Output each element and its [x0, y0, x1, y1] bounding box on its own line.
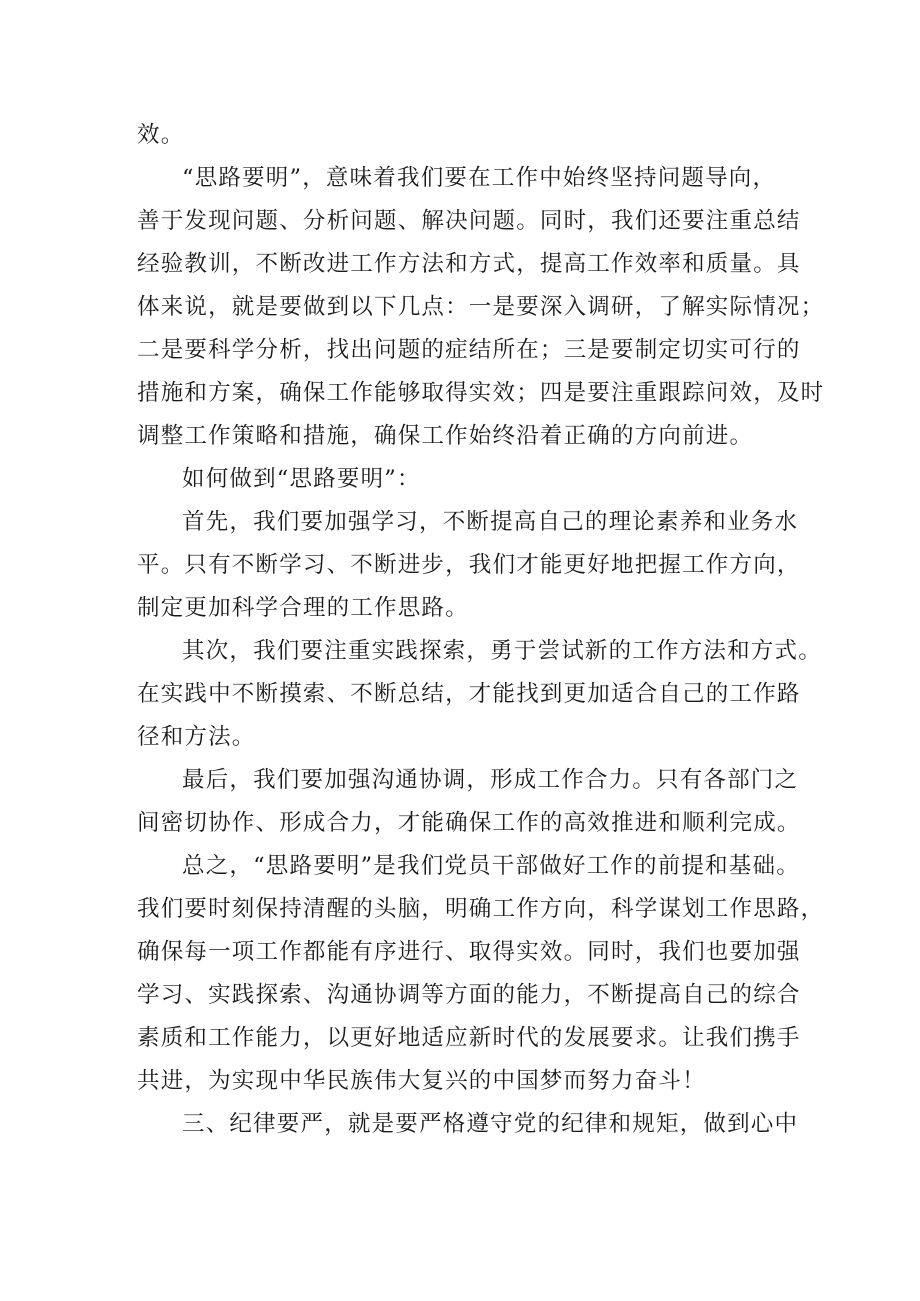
text-line: 我们要时刻保持清醒的头脑，明确工作方向，科学谋划工作思路，: [137, 896, 825, 922]
text-line: 调整工作策略和措施，确保工作始终沿着正确的方向前进。: [137, 423, 754, 449]
text-line: 最后，我们要加强沟通协调，形成工作合力。只有各部门之: [182, 767, 799, 793]
text-line: 确保每一项工作都能有序进行、取得实效。同时，我们也要加强: [137, 939, 801, 965]
text-line: 二是要科学分析，找出问题的症结所在；三是要制定切实可行的: [137, 337, 801, 363]
text-line: 学习、实践探索、沟通协调等方面的能力，不断提高自己的综合: [137, 982, 801, 1008]
text-line: 效。: [137, 122, 185, 148]
text-line: 首先，我们要加强学习，不断提高自己的理论素养和业务水: [182, 509, 799, 535]
text-line: 其次，我们要注重实践探索，勇于尝试新的工作方法和方式。: [182, 638, 822, 664]
text-line: 素质和工作能力，以更好地适应新时代的发展要求。让我们携手: [137, 1025, 801, 1051]
text-line: “思路要明”，意味着我们要在工作中始终坚持问题导向，: [182, 165, 777, 191]
text-line: 措施和方案，确保工作能够取得实效；四是要注重跟踪问效，及时: [137, 380, 825, 406]
text-line: 间密切协作、形成合力，才能确保工作的高效推进和顺利完成。: [137, 810, 801, 836]
text-line: 经验教训，不断改进工作方法和方式，提高工作效率和质量。具: [137, 251, 801, 277]
text-line: 径和方法。: [137, 724, 256, 750]
text-line: 在实践中不断摸索、不断总结，才能找到更加适合自己的工作路: [137, 681, 801, 707]
text-line: 如何做到“思路要明”：: [182, 466, 421, 492]
text-line: 善于发现问题、分析问题、解决问题。同时，我们还要注重总结: [137, 208, 801, 234]
text-line: 三、纪律要严，就是要严格遵守党的纪律和规矩，做到心中: [182, 1111, 799, 1137]
text-line: 平。只有不断学习、不断进步，我们才能更好地把握工作方向，: [137, 552, 801, 578]
text-line: 制定更加科学合理的工作思路。: [137, 595, 469, 621]
text-line: 共进，为实现中华民族伟大复兴的中国梦而努力奋斗！: [137, 1068, 706, 1094]
text-line: 体来说，就是要做到以下几点：一是要深入调研，了解实际情况；: [137, 294, 825, 320]
text-line: 总之，“思路要明”是我们党员干部做好工作的前提和基础。: [182, 853, 800, 879]
